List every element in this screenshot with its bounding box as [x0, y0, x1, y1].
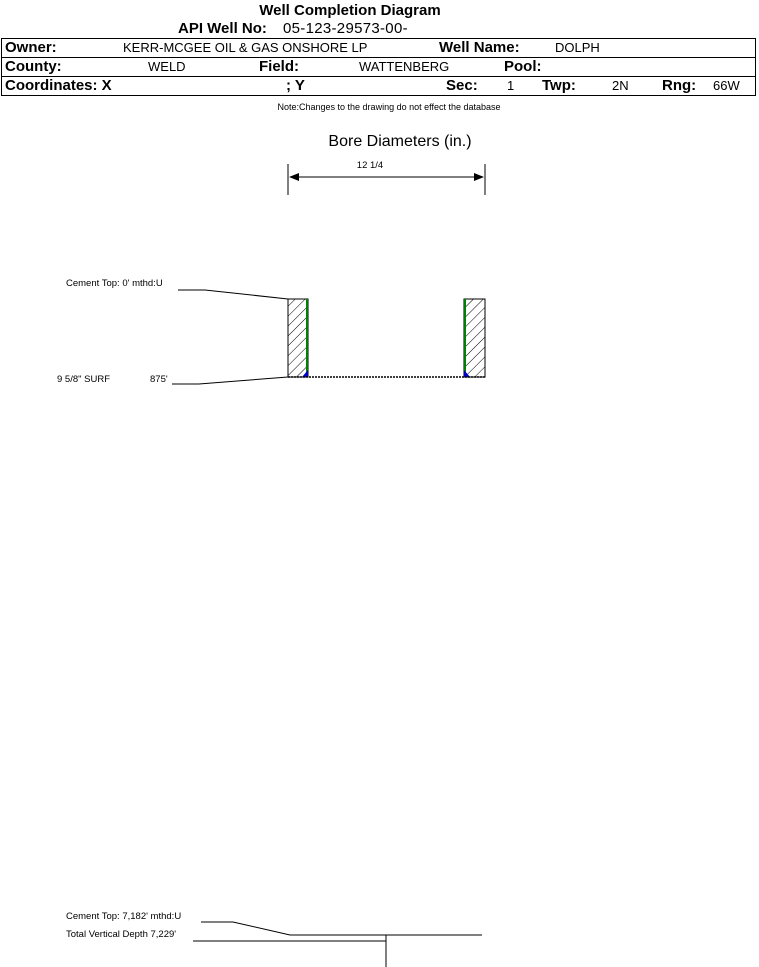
well-name-label: Well Name:	[439, 39, 520, 56]
cement-top-deep-leader	[201, 922, 482, 935]
pool-label: Pool:	[504, 58, 542, 75]
sec-value: 1	[507, 78, 515, 93]
cement-top-deep-label: Cement Top: 7,182' mthd:U	[66, 911, 182, 922]
diagram-title: Well Completion Diagram	[259, 2, 441, 19]
county-label: County:	[5, 58, 62, 75]
twp-label: Twp:	[542, 77, 576, 94]
bore-size-label: 12 1/4	[356, 160, 384, 171]
rng-label: Rng:	[662, 77, 697, 94]
cement-left	[288, 299, 308, 377]
database-note: Note:Changes to the drawing do not effect the database	[277, 102, 501, 112]
sec-label: Sec:	[446, 77, 478, 94]
casing-leader	[172, 377, 288, 384]
cement-right	[464, 299, 485, 377]
field-label: Field:	[259, 58, 299, 75]
total-depth-label: Total Vertical Depth 7,229'	[66, 929, 177, 940]
api-label: API Well No:	[178, 20, 267, 37]
cement-top-leader	[178, 290, 288, 299]
county-value: WELD	[148, 59, 186, 74]
twp-value: 2N	[612, 78, 629, 93]
casing-label: 9 5/8" SURF	[57, 374, 111, 385]
api-value: 05-123-29573-00-	[283, 20, 408, 37]
field-value: WATTENBERG	[359, 59, 450, 74]
owner-label: Owner:	[5, 39, 57, 56]
bore-diameters-title: Bore Diameters (in.)	[328, 133, 472, 150]
cement-top-surface-label: Cement Top: 0' mthd:U	[66, 278, 163, 289]
rng-value: 66W	[713, 78, 740, 93]
casing-depth-label: 875'	[150, 374, 168, 385]
owner-value: KERR-MCGEE OIL & GAS ONSHORE LP	[123, 40, 368, 55]
well-name-value: DOLPH	[555, 40, 600, 55]
coordinates-label: Coordinates: X	[5, 77, 112, 94]
y-label: ; Y	[286, 77, 305, 94]
